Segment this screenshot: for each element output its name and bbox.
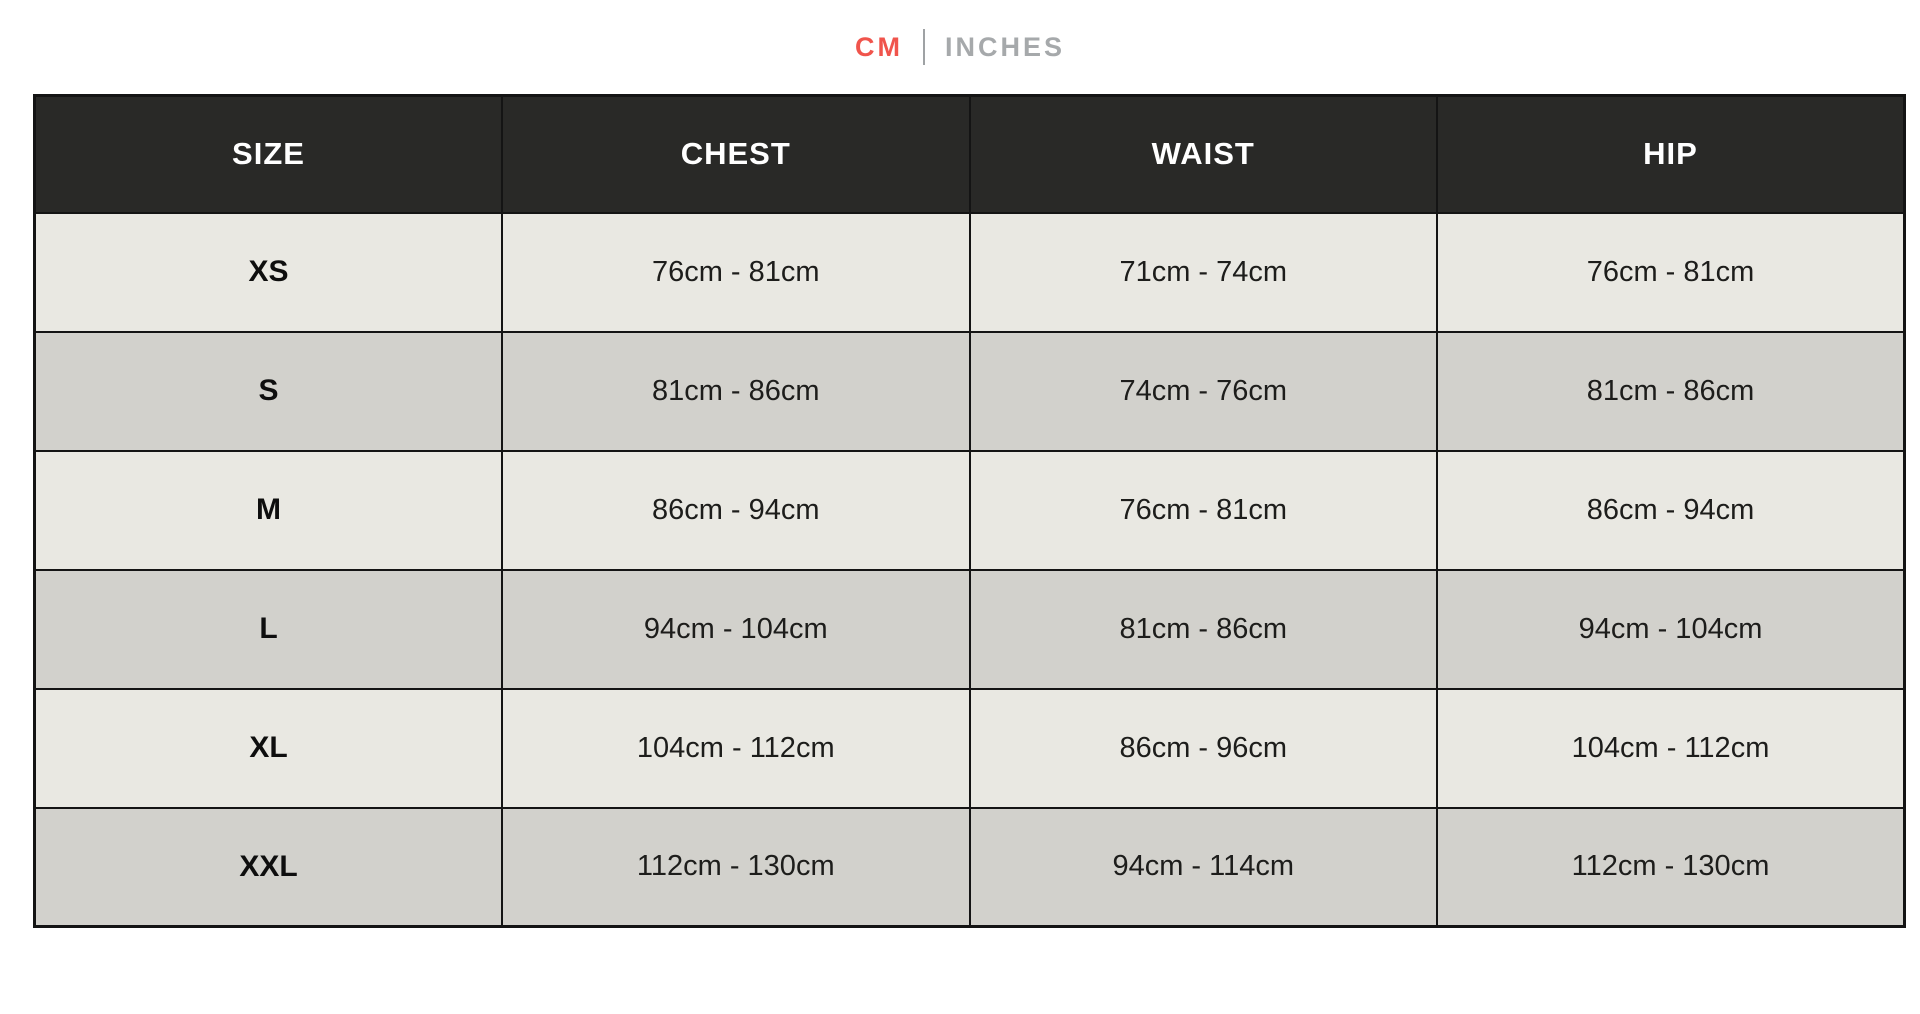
hip-cell: 76cm - 81cm [1437,213,1905,332]
header-size: SIZE [35,96,503,213]
chest-cell: 94cm - 104cm [502,570,970,689]
header-waist: WAIST [970,96,1438,213]
table-row-s [35,332,1905,451]
hip-cell: 112cm - 130cm [1437,808,1905,927]
waist-cell: 74cm - 76cm [970,332,1438,451]
table-row-xs [35,213,1905,332]
waist-cell: 81cm - 86cm [970,570,1438,689]
waist-cell: 76cm - 81cm [970,451,1438,570]
size-cell: L [35,570,503,689]
hip-cell: 86cm - 94cm [1437,451,1905,570]
unit-cm-button[interactable]: CM [854,31,903,62]
unit-toggle [0,0,1920,66]
size-cell: S [35,332,503,451]
chest-cell: 104cm - 112cm [502,689,970,808]
size-cell: XL [35,689,503,808]
chest-cell: 112cm - 130cm [502,808,970,927]
waist-cell: 71cm - 74cm [970,213,1438,332]
size-chart-table [33,94,1906,928]
unit-inches-button[interactable]: INCHES [944,31,1065,62]
hip-cell: 104cm - 112cm [1437,689,1905,808]
hip-cell: 81cm - 86cm [1437,332,1905,451]
header-row [35,96,1905,213]
table-row-m [35,451,1905,570]
size-cell: XXL [35,808,503,927]
waist-cell: 86cm - 96cm [970,689,1438,808]
hip-cell: 94cm - 104cm [1437,570,1905,689]
waist-cell: 94cm - 114cm [970,808,1438,927]
chest-cell: 76cm - 81cm [502,213,970,332]
chest-cell: 81cm - 86cm [502,332,970,451]
size-cell: XS [35,213,503,332]
table-row-l [35,570,1905,689]
unit-toggle-divider [923,29,925,65]
chest-cell: 86cm - 94cm [502,451,970,570]
table-row-xl [35,689,1905,808]
header-chest: CHEST [502,96,970,213]
size-cell: M [35,451,503,570]
header-hip: HIP [1437,96,1905,213]
table-row-xxl [35,808,1905,927]
